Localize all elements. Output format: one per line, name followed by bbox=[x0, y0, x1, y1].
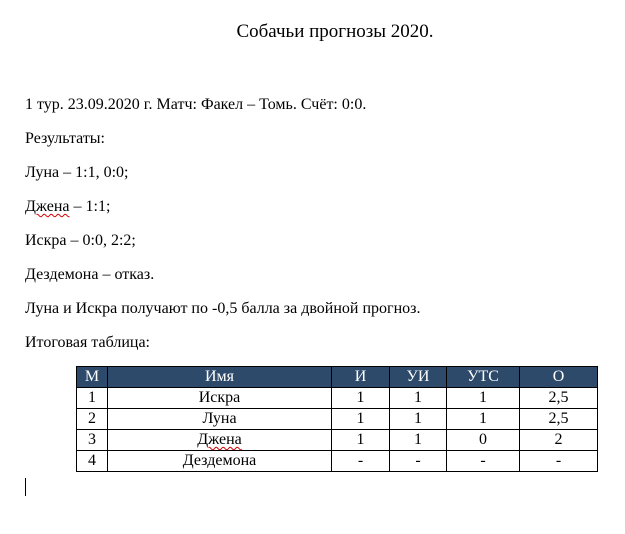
cell-uts: - bbox=[447, 451, 520, 472]
prediction-name: Луна bbox=[25, 164, 60, 181]
prediction-name: Джена bbox=[25, 198, 70, 215]
cell-place: 2 bbox=[77, 409, 108, 430]
cell-points: 2,5 bbox=[520, 388, 598, 409]
cell-uts: 1 bbox=[447, 409, 520, 430]
column-header-ui: УИ bbox=[390, 367, 447, 388]
cell-place: 4 bbox=[77, 451, 108, 472]
table-row bbox=[77, 388, 598, 409]
cell-place: 1 bbox=[77, 388, 108, 409]
cell-ui: 1 bbox=[390, 430, 447, 451]
prediction-name: Искра bbox=[25, 232, 67, 249]
column-header-points: О bbox=[520, 367, 598, 388]
prediction-name: Дездемона bbox=[25, 266, 99, 283]
prediction-line bbox=[25, 164, 128, 182]
prediction-line bbox=[25, 232, 136, 250]
prediction-line bbox=[25, 198, 110, 216]
cell-place: 3 bbox=[77, 430, 108, 451]
cell-name: Дездемона bbox=[108, 451, 332, 472]
prediction-line bbox=[25, 266, 154, 284]
cell-i: 1 bbox=[332, 409, 390, 430]
document-title: Собачьи прогнозы 2020. bbox=[236, 21, 434, 42]
cell-i: 1 bbox=[332, 430, 390, 451]
table-row bbox=[77, 430, 598, 451]
cell-name bbox=[108, 430, 332, 451]
table-header-row bbox=[77, 367, 598, 388]
cell-points: 2 bbox=[520, 430, 598, 451]
cell-uts: 0 bbox=[447, 430, 520, 451]
cell-ui: 1 bbox=[390, 409, 447, 430]
prediction-text: – 1:1; bbox=[69, 198, 111, 215]
penalty-note: Луна и Искра получают по -0,5 балла за двойной прогноз. bbox=[25, 300, 421, 317]
prediction-text: – 1:1, 0:0; bbox=[59, 164, 129, 181]
table-heading: Итоговая таблица: bbox=[25, 334, 150, 351]
cell-uts: 1 bbox=[447, 388, 520, 409]
cell-ui: 1 bbox=[390, 388, 447, 409]
cell-name-text: Джена bbox=[197, 431, 242, 448]
prediction-text: – 0:0, 2:2; bbox=[66, 232, 136, 249]
cell-ui: - bbox=[390, 451, 447, 472]
cell-i: 1 bbox=[332, 388, 390, 409]
text-cursor[interactable] bbox=[25, 478, 26, 496]
cell-i: - bbox=[332, 451, 390, 472]
prediction-text: – отказ. bbox=[98, 266, 155, 283]
column-header-uts: УТС bbox=[447, 367, 520, 388]
table-row bbox=[77, 409, 598, 430]
standings-table bbox=[76, 366, 598, 472]
cell-name: Искра bbox=[108, 388, 332, 409]
cell-points: - bbox=[520, 451, 598, 472]
column-header-i: И bbox=[332, 367, 390, 388]
column-header-place: М bbox=[77, 367, 108, 388]
match-info-line: 1 тур. 23.09.2020 г. Матч: Факел – Томь. Счёт: 0:0. bbox=[25, 96, 367, 113]
column-header-name: Имя bbox=[108, 367, 332, 388]
results-heading: Результаты: bbox=[25, 130, 105, 147]
cell-points: 2,5 bbox=[520, 409, 598, 430]
table-row bbox=[77, 451, 598, 472]
cell-name: Луна bbox=[108, 409, 332, 430]
